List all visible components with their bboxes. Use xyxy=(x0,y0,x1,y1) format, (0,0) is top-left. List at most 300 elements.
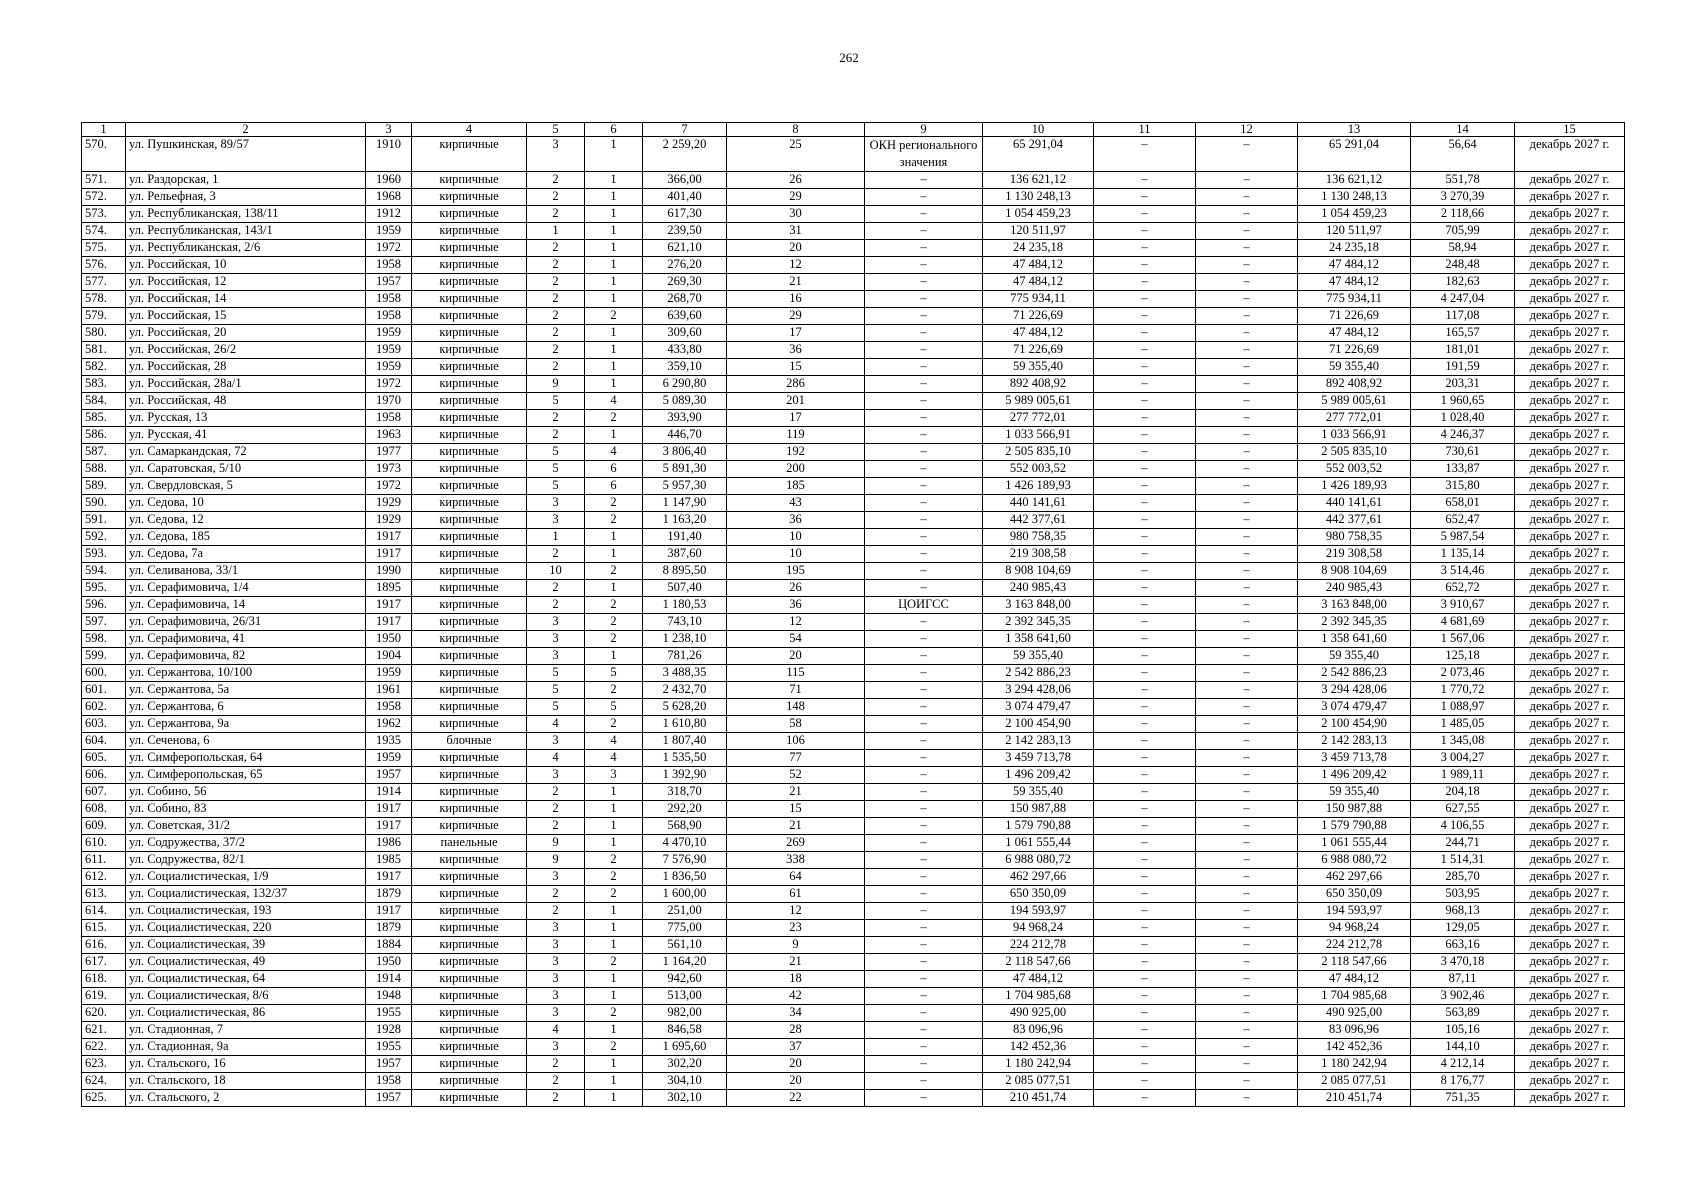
table-cell: – xyxy=(1196,784,1298,801)
table-cell: 573. xyxy=(82,206,126,223)
table-cell: 61 xyxy=(727,886,865,903)
table-cell: 192 xyxy=(727,444,865,461)
table-cell: 652,72 xyxy=(1411,580,1515,597)
table-cell: 1914 xyxy=(366,971,412,988)
table-cell: – xyxy=(865,699,983,716)
column-number-row xyxy=(82,123,1625,137)
table-cell: 615. xyxy=(82,920,126,937)
table-cell: 3 514,46 xyxy=(1411,563,1515,580)
table-cell: 600. xyxy=(82,665,126,682)
table-cell: блочные xyxy=(412,733,527,750)
table-cell: 608. xyxy=(82,801,126,818)
table-cell: декабрь 2027 г. xyxy=(1515,852,1625,869)
table-cell: 1957 xyxy=(366,1090,412,1107)
table-cell: 1 345,08 xyxy=(1411,733,1515,750)
table-cell: кирпичные xyxy=(412,614,527,631)
table-cell: 3 xyxy=(527,631,585,648)
table-cell: 1959 xyxy=(366,342,412,359)
table-cell: декабрь 2027 г. xyxy=(1515,206,1625,223)
table-cell: 2 xyxy=(527,1090,585,1107)
table-cell: 584. xyxy=(82,393,126,410)
table-cell: 6 290,80 xyxy=(643,376,727,393)
table-cell: – xyxy=(1094,257,1196,274)
table-cell: 56,64 xyxy=(1411,137,1515,172)
table-cell: кирпичные xyxy=(412,580,527,597)
table-row xyxy=(82,427,1625,444)
table-cell: 1 xyxy=(585,291,643,308)
table-cell: – xyxy=(865,291,983,308)
table-cell: 1 180 242,94 xyxy=(983,1056,1094,1073)
column-number-cell: 13 xyxy=(1298,123,1411,137)
table-cell: – xyxy=(1196,801,1298,818)
table-cell: 4 681,69 xyxy=(1411,614,1515,631)
address-cell: ул. Республиканская, 138/11 xyxy=(126,206,366,223)
table-row xyxy=(82,767,1625,784)
table-cell: – xyxy=(865,274,983,291)
table-cell: 94 968,24 xyxy=(983,920,1094,937)
table-cell: кирпичные xyxy=(412,376,527,393)
table-cell: – xyxy=(865,801,983,818)
table-cell: – xyxy=(865,257,983,274)
table-cell: – xyxy=(1196,308,1298,325)
table-cell: 1 xyxy=(585,1090,643,1107)
table-cell: 43 xyxy=(727,495,865,512)
table-cell: 1 496 209,42 xyxy=(983,767,1094,784)
table-cell: кирпичные xyxy=(412,1056,527,1073)
table-cell: 87,11 xyxy=(1411,971,1515,988)
table-cell: 136 621,12 xyxy=(1298,172,1411,189)
table-cell: 1959 xyxy=(366,665,412,682)
table-cell: декабрь 2027 г. xyxy=(1515,1039,1625,1056)
table-cell: 12 xyxy=(727,614,865,631)
table-row xyxy=(82,954,1625,971)
table-cell: 17 xyxy=(727,325,865,342)
table-cell: – xyxy=(1094,954,1196,971)
table-cell: – xyxy=(1196,240,1298,257)
table-cell: 433,80 xyxy=(643,342,727,359)
table-cell: – xyxy=(1094,342,1196,359)
table-cell: 1959 xyxy=(366,359,412,376)
table-cell: – xyxy=(1094,1022,1196,1039)
table-cell: – xyxy=(1196,495,1298,512)
table-cell: 730,61 xyxy=(1411,444,1515,461)
table-cell: – xyxy=(1094,886,1196,903)
table-cell: 2 505 835,10 xyxy=(983,444,1094,461)
table-cell: 1 xyxy=(585,359,643,376)
table-cell: 1 061 555,44 xyxy=(983,835,1094,852)
table-cell: 2 xyxy=(585,563,643,580)
table-cell: 10 xyxy=(727,529,865,546)
table-cell: 1914 xyxy=(366,784,412,801)
table-cell: 968,13 xyxy=(1411,903,1515,920)
address-cell: ул. Саратовская, 5/10 xyxy=(126,461,366,478)
table-cell: 1977 xyxy=(366,444,412,461)
table-cell: кирпичные xyxy=(412,563,527,580)
table-row xyxy=(82,257,1625,274)
table-row xyxy=(82,988,1625,1005)
table-cell: кирпичные xyxy=(412,495,527,512)
table-cell: кирпичные xyxy=(412,784,527,801)
table-cell: – xyxy=(1094,529,1196,546)
column-number-cell: 12 xyxy=(1196,123,1298,137)
column-number-cell: 1 xyxy=(82,123,126,137)
address-cell: ул. Российская, 12 xyxy=(126,274,366,291)
table-cell: 586. xyxy=(82,427,126,444)
table-cell: – xyxy=(865,835,983,852)
table-cell: 304,10 xyxy=(643,1073,727,1090)
address-cell: ул. Содружества, 37/2 xyxy=(126,835,366,852)
table-cell: декабрь 2027 г. xyxy=(1515,308,1625,325)
table-cell: 1961 xyxy=(366,682,412,699)
table-cell: – xyxy=(1094,206,1196,223)
table-cell: кирпичные xyxy=(412,461,527,478)
table-cell: 117,08 xyxy=(1411,308,1515,325)
table-cell: 2 xyxy=(527,291,585,308)
table-cell: декабрь 2027 г. xyxy=(1515,699,1625,716)
address-cell: ул. Российская, 14 xyxy=(126,291,366,308)
table-cell: 575. xyxy=(82,240,126,257)
table-cell: – xyxy=(1094,801,1196,818)
table-cell: 3 xyxy=(527,954,585,971)
table-cell: 58 xyxy=(727,716,865,733)
table-row xyxy=(82,631,1625,648)
table-cell: 602. xyxy=(82,699,126,716)
table-cell: 20 xyxy=(727,1056,865,1073)
table-cell: – xyxy=(1196,971,1298,988)
table-cell: 77 xyxy=(727,750,865,767)
table-cell: 576. xyxy=(82,257,126,274)
table-cell: 47 484,12 xyxy=(983,274,1094,291)
table-cell: 442 377,61 xyxy=(983,512,1094,529)
table-cell: 1917 xyxy=(366,597,412,614)
table-cell: – xyxy=(865,478,983,495)
table-cell: кирпичные xyxy=(412,274,527,291)
table-cell: 3 270,39 xyxy=(1411,189,1515,206)
table-cell: 1 xyxy=(585,223,643,240)
table-cell: 59 355,40 xyxy=(983,648,1094,665)
table-cell: 17 xyxy=(727,410,865,427)
table-cell: 513,00 xyxy=(643,988,727,1005)
table-cell: 503,95 xyxy=(1411,886,1515,903)
table-cell: кирпичные xyxy=(412,189,527,206)
table-cell: – xyxy=(865,1056,983,1073)
table-cell: – xyxy=(865,682,983,699)
table-cell: кирпичные xyxy=(412,869,527,886)
address-cell: ул. Симферопольская, 65 xyxy=(126,767,366,784)
table-cell: 5 xyxy=(585,665,643,682)
table-cell: кирпичные xyxy=(412,325,527,342)
table-cell: декабрь 2027 г. xyxy=(1515,988,1625,1005)
table-row xyxy=(82,410,1625,427)
table-cell: 1 426 189,93 xyxy=(983,478,1094,495)
address-cell: ул. Седова, 10 xyxy=(126,495,366,512)
table-cell: 2 xyxy=(527,172,585,189)
table-row xyxy=(82,529,1625,546)
table-cell: 601. xyxy=(82,682,126,699)
table-cell: 1 xyxy=(585,920,643,937)
table-cell: 142 452,36 xyxy=(1298,1039,1411,1056)
address-cell: ул. Свердловская, 5 xyxy=(126,478,366,495)
table-cell: 203,31 xyxy=(1411,376,1515,393)
table-cell: – xyxy=(1094,682,1196,699)
table-cell: декабрь 2027 г. xyxy=(1515,478,1625,495)
table-cell: 47 484,12 xyxy=(1298,257,1411,274)
table-cell: 3 xyxy=(527,988,585,1005)
table-cell: 29 xyxy=(727,189,865,206)
table-cell: декабрь 2027 г. xyxy=(1515,461,1625,478)
table-row xyxy=(82,291,1625,308)
table-row xyxy=(82,325,1625,342)
table-cell: декабрь 2027 г. xyxy=(1515,495,1625,512)
table-cell: 1 xyxy=(585,189,643,206)
table-cell: 582. xyxy=(82,359,126,376)
table-cell: – xyxy=(1196,648,1298,665)
table-cell: 3 163 848,00 xyxy=(983,597,1094,614)
table-cell: 2 xyxy=(585,410,643,427)
table-cell: 1972 xyxy=(366,478,412,495)
table-cell: 621. xyxy=(82,1022,126,1039)
table-cell: 1 033 566,91 xyxy=(1298,427,1411,444)
table-row xyxy=(82,1039,1625,1056)
table-cell: 1935 xyxy=(366,733,412,750)
table-cell: 1917 xyxy=(366,614,412,631)
table-row xyxy=(82,189,1625,206)
table-row xyxy=(82,240,1625,257)
table-cell: 3 163 848,00 xyxy=(1298,597,1411,614)
table-cell: 1 xyxy=(585,801,643,818)
table-cell: 2 xyxy=(527,410,585,427)
table-cell: – xyxy=(865,903,983,920)
table-cell: 148 xyxy=(727,699,865,716)
table-cell: 1958 xyxy=(366,308,412,325)
table-cell: 1 061 555,44 xyxy=(1298,835,1411,852)
table-cell: – xyxy=(865,886,983,903)
table-cell: – xyxy=(865,223,983,240)
table-cell: 1 180,53 xyxy=(643,597,727,614)
table-cell: 292,20 xyxy=(643,801,727,818)
table-cell: 4 470,10 xyxy=(643,835,727,852)
table-cell: 210 451,74 xyxy=(983,1090,1094,1107)
table-cell: 1972 xyxy=(366,240,412,257)
table-cell: 71 226,69 xyxy=(983,342,1094,359)
table-cell: 393,90 xyxy=(643,410,727,427)
table-cell: 26 xyxy=(727,580,865,597)
table-cell: 1 xyxy=(585,1056,643,1073)
table-cell: 2 xyxy=(585,886,643,903)
table-cell: кирпичные xyxy=(412,427,527,444)
table-cell: 1 xyxy=(585,988,643,1005)
table-cell: 663,16 xyxy=(1411,937,1515,954)
table-cell: 775,00 xyxy=(643,920,727,937)
table-cell: 106 xyxy=(727,733,865,750)
table-cell: 1912 xyxy=(366,206,412,223)
table-cell: 20 xyxy=(727,648,865,665)
table-cell: 21 xyxy=(727,818,865,835)
table-cell: 2 xyxy=(585,1039,643,1056)
table-cell: декабрь 2027 г. xyxy=(1515,444,1625,461)
table-cell: 269,30 xyxy=(643,274,727,291)
table-cell: 3 xyxy=(527,869,585,886)
table-cell: кирпичные xyxy=(412,240,527,257)
table-cell: – xyxy=(1196,393,1298,410)
table-cell: 302,20 xyxy=(643,1056,727,1073)
table-cell: 446,70 xyxy=(643,427,727,444)
table-cell: 2 xyxy=(527,903,585,920)
table-cell: – xyxy=(1094,1005,1196,1022)
table-cell: 1958 xyxy=(366,291,412,308)
table-cell: 607. xyxy=(82,784,126,801)
address-cell: ул. Социалистическая, 86 xyxy=(126,1005,366,1022)
table-cell: 309,60 xyxy=(643,325,727,342)
table-cell: 47 484,12 xyxy=(983,325,1094,342)
table-row xyxy=(82,444,1625,461)
address-cell: ул. Русская, 41 xyxy=(126,427,366,444)
table-cell: 1 579 790,88 xyxy=(1298,818,1411,835)
table-cell: 191,40 xyxy=(643,529,727,546)
address-cell: ул. Стадионная, 9а xyxy=(126,1039,366,1056)
table-cell: 219 308,58 xyxy=(983,546,1094,563)
table-cell: 4 106,55 xyxy=(1411,818,1515,835)
column-number-cell: 10 xyxy=(983,123,1094,137)
table-cell: кирпичные xyxy=(412,920,527,937)
table-cell: декабрь 2027 г. xyxy=(1515,682,1625,699)
table-cell: – xyxy=(1094,461,1196,478)
table-cell: – xyxy=(865,189,983,206)
table-cell: 595. xyxy=(82,580,126,597)
table-cell: 1917 xyxy=(366,869,412,886)
table-cell: 490 925,00 xyxy=(983,1005,1094,1022)
table-cell: кирпичные xyxy=(412,1022,527,1039)
table-cell: 599. xyxy=(82,648,126,665)
table-cell: 4 247,04 xyxy=(1411,291,1515,308)
table-row xyxy=(82,1022,1625,1039)
table-cell: 619. xyxy=(82,988,126,1005)
table-row xyxy=(82,648,1625,665)
table-cell: 52 xyxy=(727,767,865,784)
table-cell: 240 985,43 xyxy=(1298,580,1411,597)
table-cell: 71 226,69 xyxy=(1298,342,1411,359)
table-cell: 1 704 985,68 xyxy=(1298,988,1411,1005)
table-cell: 3 xyxy=(527,767,585,784)
table-cell: – xyxy=(1196,988,1298,1005)
column-number-cell: 15 xyxy=(1515,123,1625,137)
table-cell: 36 xyxy=(727,597,865,614)
address-cell: ул. Селиванова, 33/1 xyxy=(126,563,366,580)
table-cell: – xyxy=(865,784,983,801)
table-row xyxy=(82,818,1625,835)
table-cell: 604. xyxy=(82,733,126,750)
table-cell: 47 484,12 xyxy=(1298,971,1411,988)
table-cell: – xyxy=(1196,835,1298,852)
table-cell: кирпичные xyxy=(412,1005,527,1022)
table-cell: 119 xyxy=(727,427,865,444)
table-cell: декабрь 2027 г. xyxy=(1515,529,1625,546)
table-cell: – xyxy=(1196,699,1298,716)
table-cell: 191,59 xyxy=(1411,359,1515,376)
table-cell: – xyxy=(1094,410,1196,427)
table-cell: 623. xyxy=(82,1056,126,1073)
table-cell: 2 100 454,90 xyxy=(1298,716,1411,733)
table-cell: – xyxy=(1196,631,1298,648)
table-cell: 2 xyxy=(527,342,585,359)
table-row xyxy=(82,750,1625,767)
table-cell: 3 xyxy=(527,512,585,529)
address-cell: ул. Российская, 48 xyxy=(126,393,366,410)
table-cell: – xyxy=(865,750,983,767)
address-cell: ул. Самаркандская, 72 xyxy=(126,444,366,461)
table-cell: 614. xyxy=(82,903,126,920)
table-cell: – xyxy=(1094,835,1196,852)
table-cell: 596. xyxy=(82,597,126,614)
table-cell: – xyxy=(1196,529,1298,546)
table-cell: 1 485,05 xyxy=(1411,716,1515,733)
table-cell: 1 695,60 xyxy=(643,1039,727,1056)
table-cell: – xyxy=(865,767,983,784)
table-cell: кирпичные xyxy=(412,444,527,461)
address-cell: ул. Симферопольская, 64 xyxy=(126,750,366,767)
table-cell: 1 028,40 xyxy=(1411,410,1515,427)
table-cell: 59 355,40 xyxy=(1298,359,1411,376)
table-cell: 1 xyxy=(585,274,643,291)
address-cell: ул. Социалистическая, 8/6 xyxy=(126,988,366,1005)
table-cell: 3 xyxy=(527,495,585,512)
table-cell: кирпичные xyxy=(412,1039,527,1056)
table-cell: 1 xyxy=(585,835,643,852)
table-cell: – xyxy=(1196,614,1298,631)
table-cell: 338 xyxy=(727,852,865,869)
table-cell: 2 xyxy=(585,512,643,529)
address-cell: ул. Раздорская, 1 xyxy=(126,172,366,189)
table-cell: – xyxy=(1196,512,1298,529)
table-cell: 3 xyxy=(527,614,585,631)
address-cell: ул. Сержантова, 10/100 xyxy=(126,665,366,682)
table-cell: 658,01 xyxy=(1411,495,1515,512)
table-cell: 120 511,97 xyxy=(983,223,1094,240)
table-cell: 639,60 xyxy=(643,308,727,325)
table-cell: 775 934,11 xyxy=(1298,291,1411,308)
table-cell: 610. xyxy=(82,835,126,852)
table-row xyxy=(82,920,1625,937)
table-cell: 751,35 xyxy=(1411,1090,1515,1107)
table-cell: 83 096,96 xyxy=(983,1022,1094,1039)
table-cell: – xyxy=(1196,410,1298,427)
table-cell: 775 934,11 xyxy=(983,291,1094,308)
table-cell: – xyxy=(1196,546,1298,563)
table-cell: 5 xyxy=(527,393,585,410)
table-cell: 10 xyxy=(527,563,585,580)
table-cell: 5 989 005,61 xyxy=(983,393,1094,410)
table-cell: 26 xyxy=(727,172,865,189)
table-cell: декабрь 2027 г. xyxy=(1515,1090,1625,1107)
table-cell: 5 628,20 xyxy=(643,699,727,716)
table-cell: 1 164,20 xyxy=(643,954,727,971)
address-cell: ул. Седова, 7а xyxy=(126,546,366,563)
table-row xyxy=(82,137,1625,172)
table-cell: – xyxy=(1094,325,1196,342)
address-cell: ул. Социалистическая, 49 xyxy=(126,954,366,971)
table-cell: 24 235,18 xyxy=(983,240,1094,257)
table-cell: 5 987,54 xyxy=(1411,529,1515,546)
table-cell: 462 297,66 xyxy=(983,869,1094,886)
table-cell: кирпичные xyxy=(412,342,527,359)
address-cell: ул. Стальского, 18 xyxy=(126,1073,366,1090)
table-cell: 59 355,40 xyxy=(983,784,1094,801)
table-cell: 24 235,18 xyxy=(1298,240,1411,257)
table-cell: 9 xyxy=(527,835,585,852)
table-cell: 652,47 xyxy=(1411,512,1515,529)
table-cell: декабрь 2027 г. xyxy=(1515,767,1625,784)
column-number-cell: 8 xyxy=(727,123,865,137)
